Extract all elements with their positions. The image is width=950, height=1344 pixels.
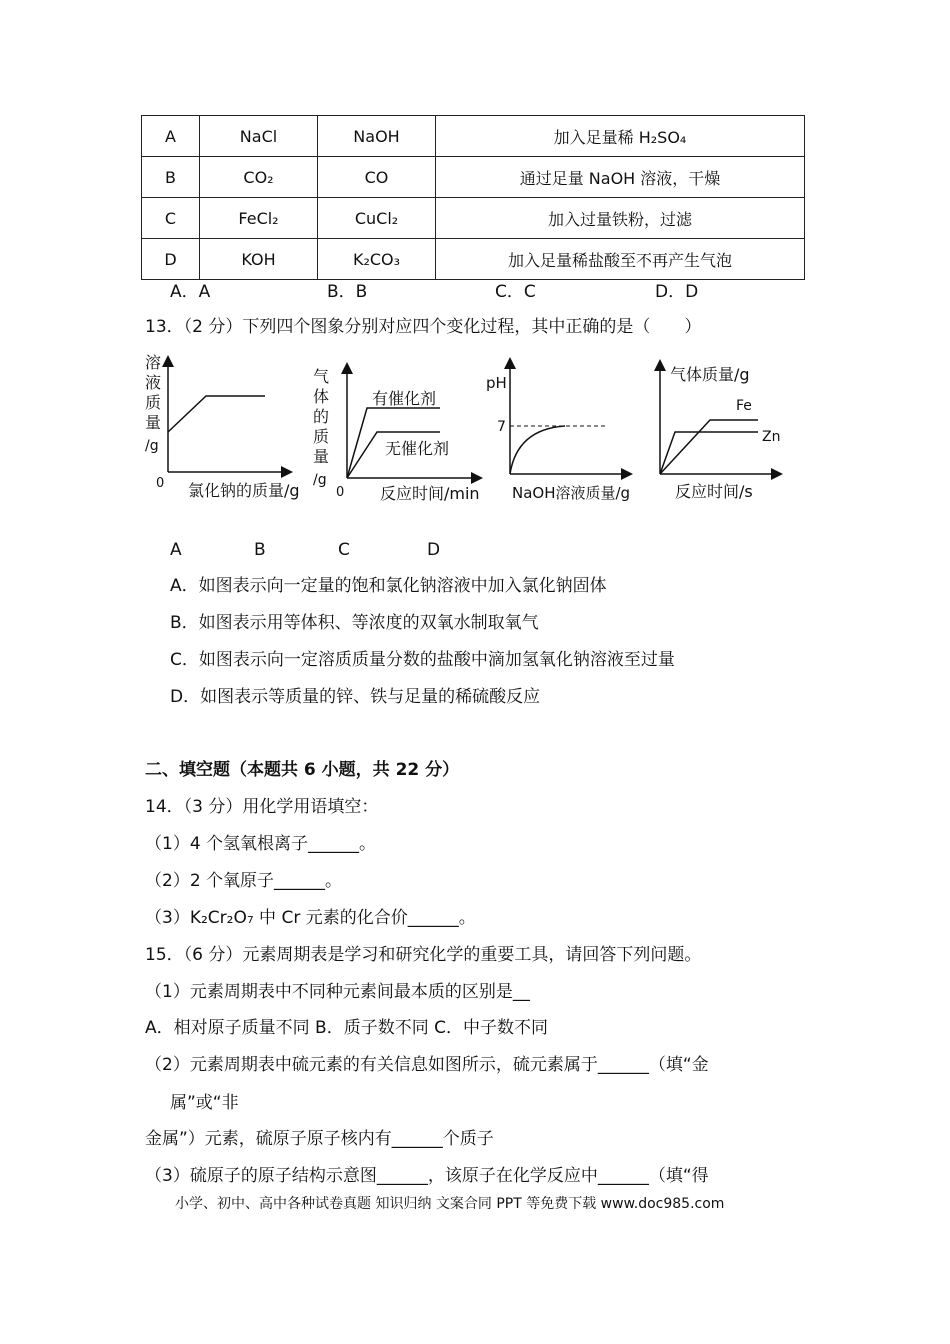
graph-a-ylabel-1: 溶	[145, 353, 162, 372]
graph-d-label-zn: Zn	[762, 429, 781, 445]
graphs-figure	[140, 350, 810, 510]
graph-c-mark-7: 7	[497, 419, 506, 435]
section-title: 二、填空题（本题共 6 小题，共 22 分）	[145, 760, 460, 780]
q15-part-1-options: A．相对原子质量不同 B．质子数不同 C．中子数不同	[145, 1018, 548, 1038]
choice-b: B．B	[327, 282, 368, 302]
page-footer: 小学、初中、高中各种试卷真题 知识归纳 文案合同 PPT 等免费下载 www.doc985.com	[175, 1196, 725, 1212]
graph-d-curve-fe	[660, 420, 758, 474]
graph-d-ylabel: 气体质量/g	[670, 365, 750, 384]
graph-d	[660, 362, 780, 501]
q15-part-3-line-1: （3）硫原子的原子结构示意图______，该原子在化学反应中______（填“得	[145, 1166, 709, 1186]
table-cell: B	[142, 157, 200, 198]
q13-option-c: C．如图表示向一定溶质质量分数的盐酸中滴加氢氧化钠溶液至过量	[170, 650, 675, 670]
q13-option-b: B．如图表示用等体积、等浓度的双氧水制取氧气	[170, 613, 539, 633]
graph-b	[313, 365, 480, 503]
q15-part-1: （1）元素周期表中不同种元素间最本质的区别是__	[145, 982, 530, 1002]
graph-d-xlabel: 反应时间/s	[675, 482, 753, 501]
graph-a-origin: 0	[156, 476, 165, 491]
table-cell: NaOH	[318, 116, 436, 157]
table-cell: NaCl	[200, 116, 318, 157]
question-15-stem: 15．（6 分）元素周期表是学习和研究化学的重要工具，请回答下列问题。	[145, 945, 702, 965]
graph-c-ylabel: pH	[486, 374, 507, 392]
choice-a: A．A	[170, 282, 211, 302]
table-cell: CO₂	[200, 157, 318, 198]
graph-a-ylabel-4: 量	[145, 413, 162, 432]
q14-part-3: （3）K₂Cr₂O₇ 中 Cr 元素的化合价______。	[145, 908, 476, 928]
graph-label-a: A	[170, 540, 182, 560]
table-cell: 通过足量 NaOH 溶液，干燥	[436, 157, 805, 198]
q13-option-a: A．如图表示向一定量的饱和氯化钠溶液中加入氯化钠固体	[170, 576, 607, 596]
table-cell: FeCl₂	[200, 198, 318, 239]
graph-b-ylabel-1: 气	[313, 367, 330, 386]
graph-b-ylabel-6: /g	[313, 472, 327, 488]
graph-c-curve	[510, 426, 565, 474]
graph-d-label-fe: Fe	[736, 398, 752, 414]
graph-b-ylabel-5: 量	[313, 447, 330, 466]
table-cell: 加入足量稀盐酸至不再产生气泡	[436, 239, 805, 280]
table-cell: 加入足量稀 H₂SO₄	[436, 116, 805, 157]
table-row	[142, 116, 805, 157]
graph-label-c: C	[338, 540, 350, 560]
graph-a-xlabel: 氯化钠的质量/g	[188, 481, 300, 500]
graph-c-xlabel: NaOH溶液质量/g	[512, 484, 631, 502]
table-cell: CO	[318, 157, 436, 198]
graph-c	[486, 360, 630, 502]
q15-part-2-line-2: 属”或“非	[170, 1093, 239, 1113]
graph-label-b: B	[254, 540, 266, 560]
q14-part-2: （2）2 个氧原子______。	[145, 871, 343, 891]
graph-b-ylabel-4: 质	[313, 427, 330, 446]
q15-part-2-line-1: （2）元素周期表中硫元素的有关信息如图所示，硫元素属于______（填“金	[145, 1055, 709, 1075]
question-14-stem: 14．（3 分）用化学用语填空：	[145, 797, 379, 817]
graph-a-curve	[168, 396, 265, 432]
q13-option-d: D．如图表示等质量的锌、铁与足量的稀硫酸反应	[170, 687, 541, 707]
graph-label-d: D	[427, 540, 441, 560]
table-cell: D	[142, 239, 200, 280]
graph-b-label-no-catalyst: 无催化剂	[385, 439, 450, 458]
choice-c: C．C	[495, 282, 536, 302]
table-row	[142, 239, 805, 280]
graph-b-ylabel-3: 的	[313, 407, 330, 426]
choice-d: D．D	[655, 282, 699, 302]
table-row	[142, 157, 805, 198]
table-cell: CuCl₂	[318, 198, 436, 239]
graph-a-ylabel-2: 液	[145, 373, 162, 392]
graph-b-origin: 0	[336, 485, 345, 500]
graph-a-ylabel-5: /g	[145, 438, 159, 454]
table-cell: A	[142, 116, 200, 157]
table-cell: K₂CO₃	[318, 239, 436, 280]
table-cell: KOH	[200, 239, 318, 280]
q15-part-2-line-3: 金属”）元素，硫原子原子核内有______个质子	[145, 1129, 494, 1149]
table-cell: C	[142, 198, 200, 239]
graph-b-ylabel-2: 体	[313, 387, 330, 406]
table-cell: 加入过量铁粉，过滤	[436, 198, 805, 239]
graph-a-ylabel-3: 质	[145, 393, 162, 412]
graph-b-xlabel: 反应时间/min	[380, 484, 480, 503]
table-row	[142, 198, 805, 239]
q14-part-1: （1）4 个氢氧根离子______。	[145, 834, 377, 854]
graph-a	[145, 353, 300, 500]
graph-d-curve-zn	[660, 432, 758, 474]
options-table	[141, 115, 805, 280]
question-13-stem: 13．（2 分）下列四个图象分别对应四个变化过程，其中正确的是（ ）	[145, 317, 702, 337]
graph-b-label-catalyst: 有催化剂	[372, 389, 437, 408]
